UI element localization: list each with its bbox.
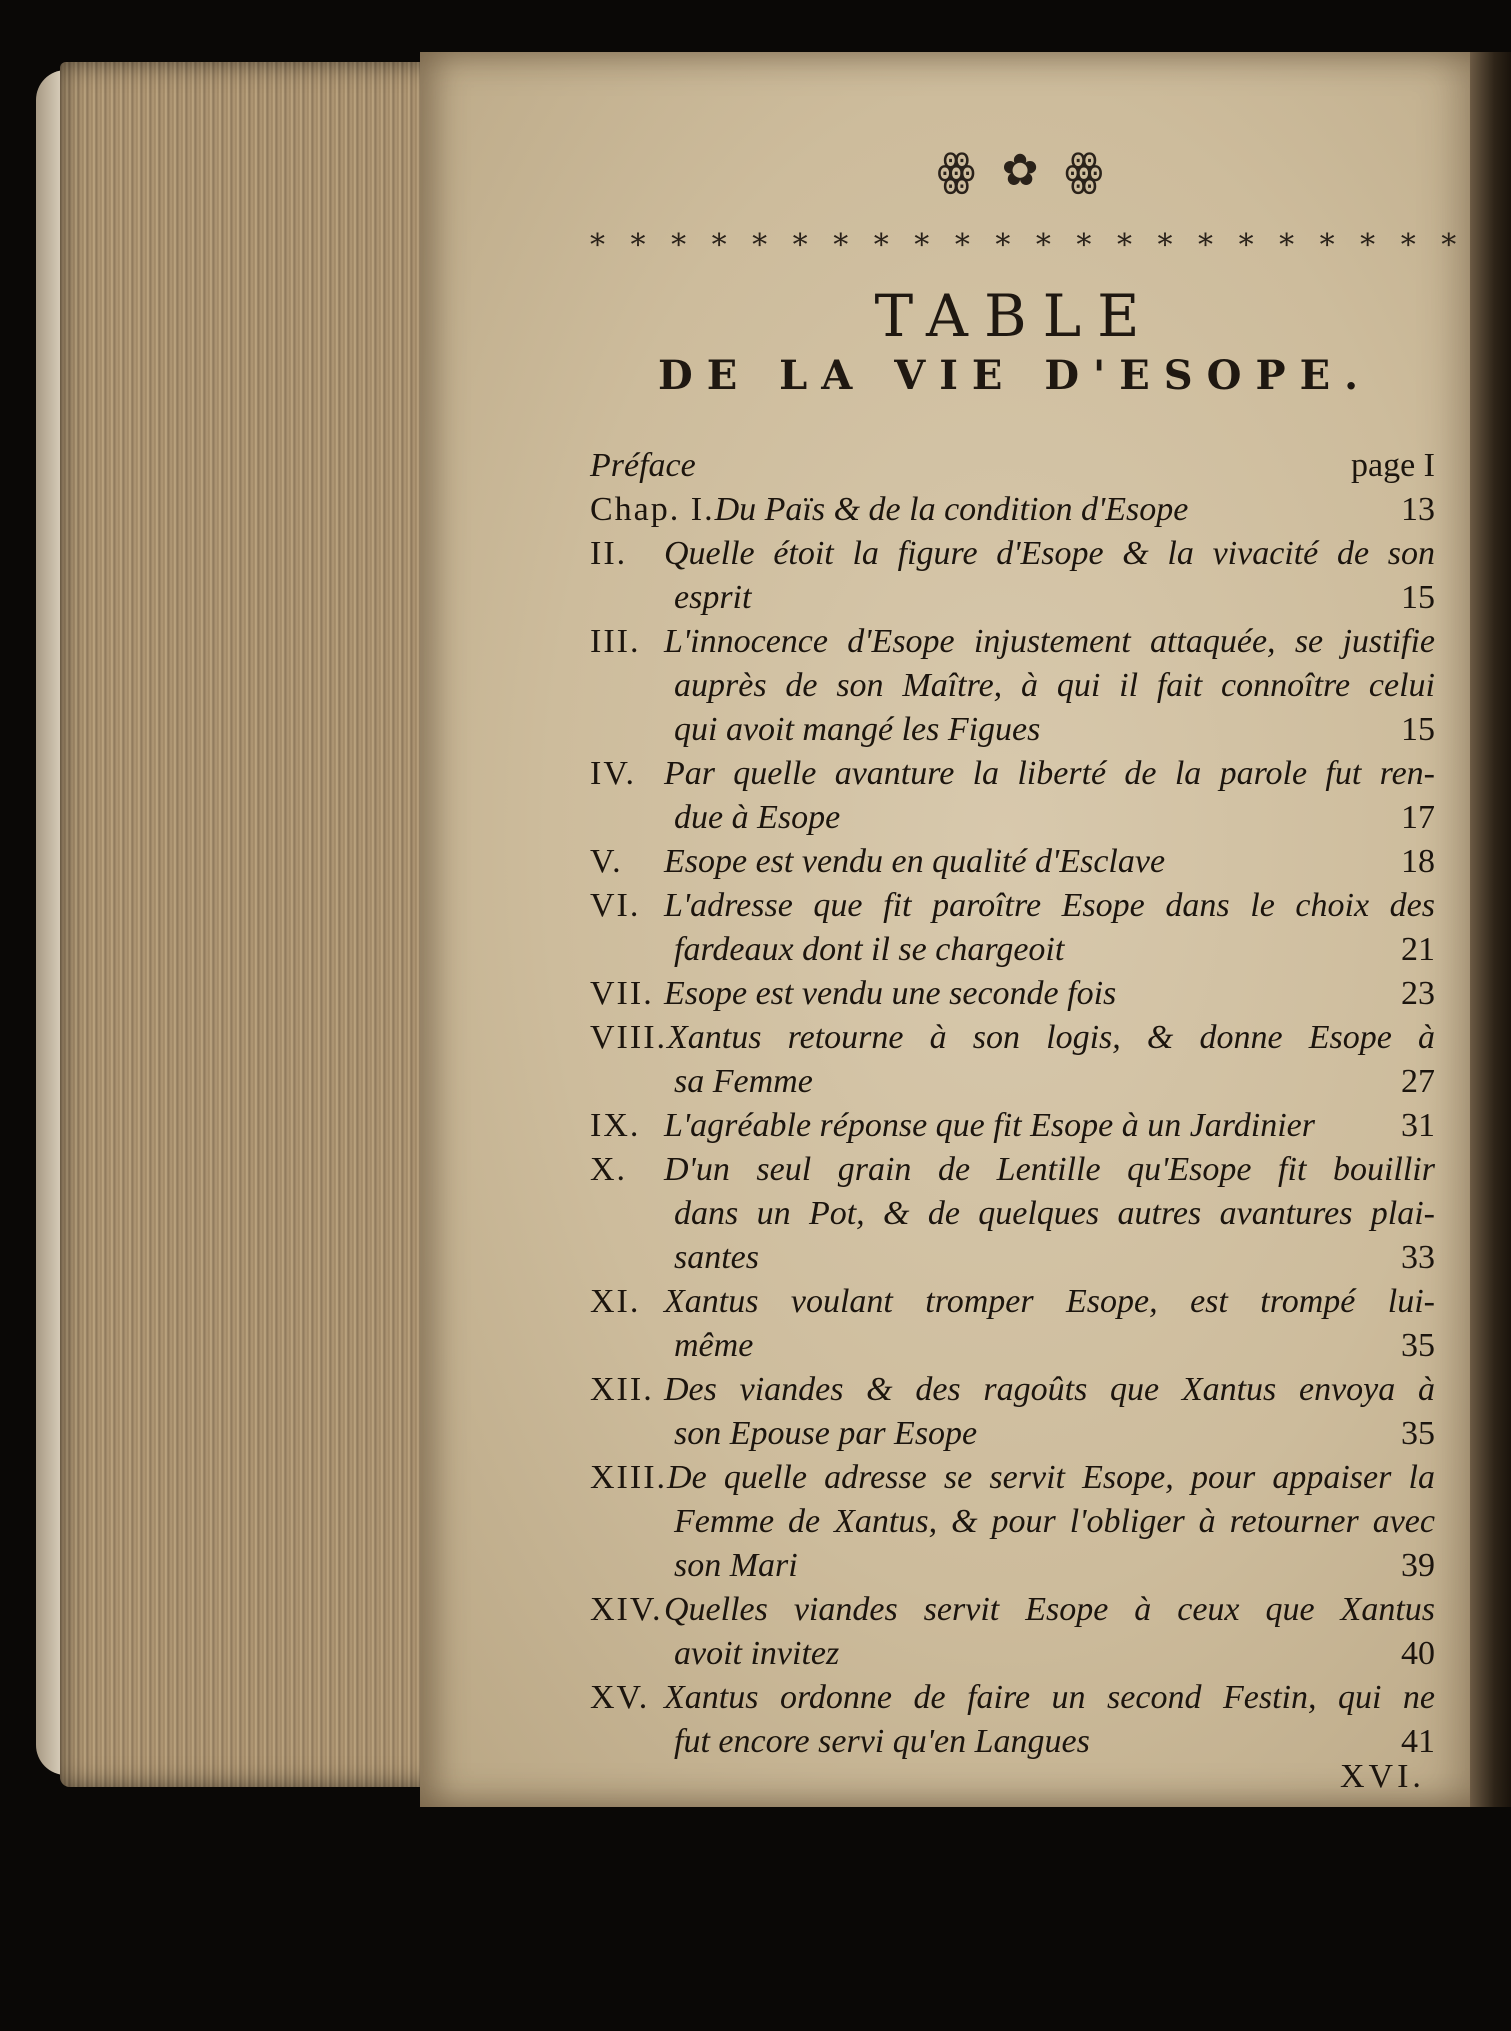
toc-entry: [590, 840, 1435, 884]
page-subtitle: DE LA VIE D'ESOPE.: [658, 352, 1372, 399]
toc-entry: [590, 1104, 1435, 1148]
toc-entry-page: 35: [1401, 1327, 1435, 1364]
toc-entry: [590, 488, 1435, 532]
toc-entry-title: Quelle étoit la figure d'Esope & la vivacité de son: [664, 535, 1435, 572]
toc-entry-number: VII.: [590, 975, 654, 1012]
toc-entry-continuation: auprès de son Maître, à qui il fait connoître celui: [674, 667, 1435, 704]
toc-entry-continuation: son Mari: [674, 1547, 798, 1584]
toc-entry-title: Quelles viandes servit Esope à ceux que Xantus: [664, 1591, 1435, 1628]
toc-entry-title: Xantus ordonne de faire un second Festin, qui ne: [664, 1679, 1435, 1716]
toc-entry-number: XII.: [590, 1371, 654, 1408]
toc-entry-title: De quelle adresse se servit Esope, pour appaiser la: [667, 1459, 1435, 1496]
book-page-edges: [60, 62, 440, 1787]
toc-entry: [590, 620, 1435, 752]
toc-entry-number: XIV.: [590, 1591, 663, 1628]
toc-entry-number: XI.: [590, 1283, 641, 1320]
toc-entry-page: 17: [1401, 799, 1435, 836]
toc-entry-page: 15: [1401, 711, 1435, 748]
header-ornament: [800, 140, 1240, 200]
catchword: XVI.: [1340, 1758, 1425, 1795]
toc-entry-title: Xantus retourne à son logis, & donne Esope à: [667, 1019, 1435, 1056]
toc-entry: [590, 1456, 1435, 1588]
toc-entry-continuation: qui avoit mangé les Figues: [674, 711, 1041, 748]
toc-entry: [590, 884, 1435, 972]
ornament-center-icon: ✿: [1001, 144, 1039, 196]
toc-entry-page: 33: [1401, 1239, 1435, 1276]
toc-entry-continuation: Femme de Xantus, & pour l'obliger à retourner avec: [674, 1503, 1435, 1540]
toc-entry-page: 41: [1401, 1723, 1435, 1760]
toc-entry-title: D'un seul grain de Lentille qu'Esope fit bouillir: [664, 1151, 1435, 1188]
toc-entry: [590, 972, 1435, 1016]
toc-entry-page: 18: [1401, 843, 1435, 880]
toc-entry-number: V.: [590, 843, 623, 880]
toc-entry-title: Xantus voulant tromper Esope, est trompé lui-: [664, 1283, 1435, 1320]
toc-entry-title: Par quelle avanture la liberté de la parole fut ren-: [664, 755, 1435, 792]
toc-entry-continuation: dans un Pot, & de quelques autres avantures plai-: [674, 1195, 1435, 1232]
toc-entry-number: IX.: [590, 1107, 641, 1144]
toc-entry-title: Esope est vendu une seconde fois: [664, 975, 1117, 1012]
toc-entry: [590, 1368, 1435, 1456]
toc-entry-page: 39: [1401, 1547, 1435, 1584]
toc-entry-page: 15: [1401, 579, 1435, 616]
star-rule: * * * * * * * * * * * * * * * * * * * * * *: [590, 228, 1465, 263]
toc-entry-continuation: avoit invitez: [674, 1635, 840, 1672]
toc-entry-number: XV.: [590, 1679, 650, 1716]
toc-entry-page: page I: [1350, 447, 1435, 484]
table-of-contents: [590, 444, 1435, 1764]
toc-entry-title: L'innocence d'Esope injustement attaquée, se justifie: [664, 623, 1435, 660]
toc-entry-number: VIII.: [590, 1019, 668, 1056]
toc-entry-page: 35: [1401, 1415, 1435, 1452]
ornament-right-icon: ꙮ: [1064, 144, 1104, 196]
toc-entry-number: Chap. I.: [590, 491, 715, 528]
toc-entry-page: 23: [1401, 975, 1435, 1012]
toc-entry-continuation: même: [674, 1327, 754, 1364]
toc-entry: [590, 1588, 1435, 1676]
toc-entry-continuation: santes: [674, 1239, 759, 1276]
toc-entry-page: 21: [1401, 931, 1435, 968]
toc-entry-title: Préface: [590, 447, 696, 484]
toc-entry: [590, 752, 1435, 840]
toc-entry: [590, 1016, 1435, 1104]
book-gutter: [1470, 52, 1511, 1807]
toc-entry-page: 13: [1401, 491, 1435, 528]
toc-entry-title: Des viandes & des ragoûts que Xantus envoya à: [664, 1371, 1435, 1408]
toc-entry: [590, 532, 1435, 620]
toc-entry-title: Esope est vendu en qualité d'Esclave: [664, 843, 1166, 880]
toc-entry-continuation: sa Femme: [674, 1063, 813, 1100]
page-title: TABLE: [874, 282, 1156, 350]
toc-entry-number: VI.: [590, 887, 641, 924]
toc-entry-continuation: son Epouse par Esope: [674, 1415, 978, 1452]
toc-entry-number: III.: [590, 623, 641, 660]
toc-entry-number: IV.: [590, 755, 636, 792]
toc-entry-page: 27: [1401, 1063, 1435, 1100]
toc-entry: [590, 1676, 1435, 1764]
toc-entry-continuation: fut encore servi qu'en Langues: [674, 1723, 1090, 1760]
toc-entry: [590, 1148, 1435, 1280]
toc-entry-page: 40: [1401, 1635, 1435, 1672]
toc-entry-continuation: fardeaux dont il se chargeoit: [674, 931, 1065, 968]
toc-entry-title: Du Païs & de la condition d'Esope: [714, 491, 1189, 528]
toc-entry-number: II.: [590, 535, 628, 572]
ornament-left-icon: ꙮ: [936, 144, 976, 196]
toc-entry-page: 31: [1401, 1107, 1435, 1144]
toc-entry-continuation: due à Esope: [674, 799, 841, 836]
toc-entry-number: XIII.: [590, 1459, 668, 1496]
toc-entry-number: X.: [590, 1151, 628, 1188]
toc-entry-title: L'adresse que fit paroître Esope dans le choix des: [664, 887, 1435, 924]
toc-entry-continuation: esprit: [674, 579, 752, 616]
toc-entry: [590, 1280, 1435, 1368]
toc-entry-title: L'agréable réponse que fit Esope à un Jardinier: [664, 1107, 1315, 1144]
toc-entry: [590, 444, 1435, 488]
